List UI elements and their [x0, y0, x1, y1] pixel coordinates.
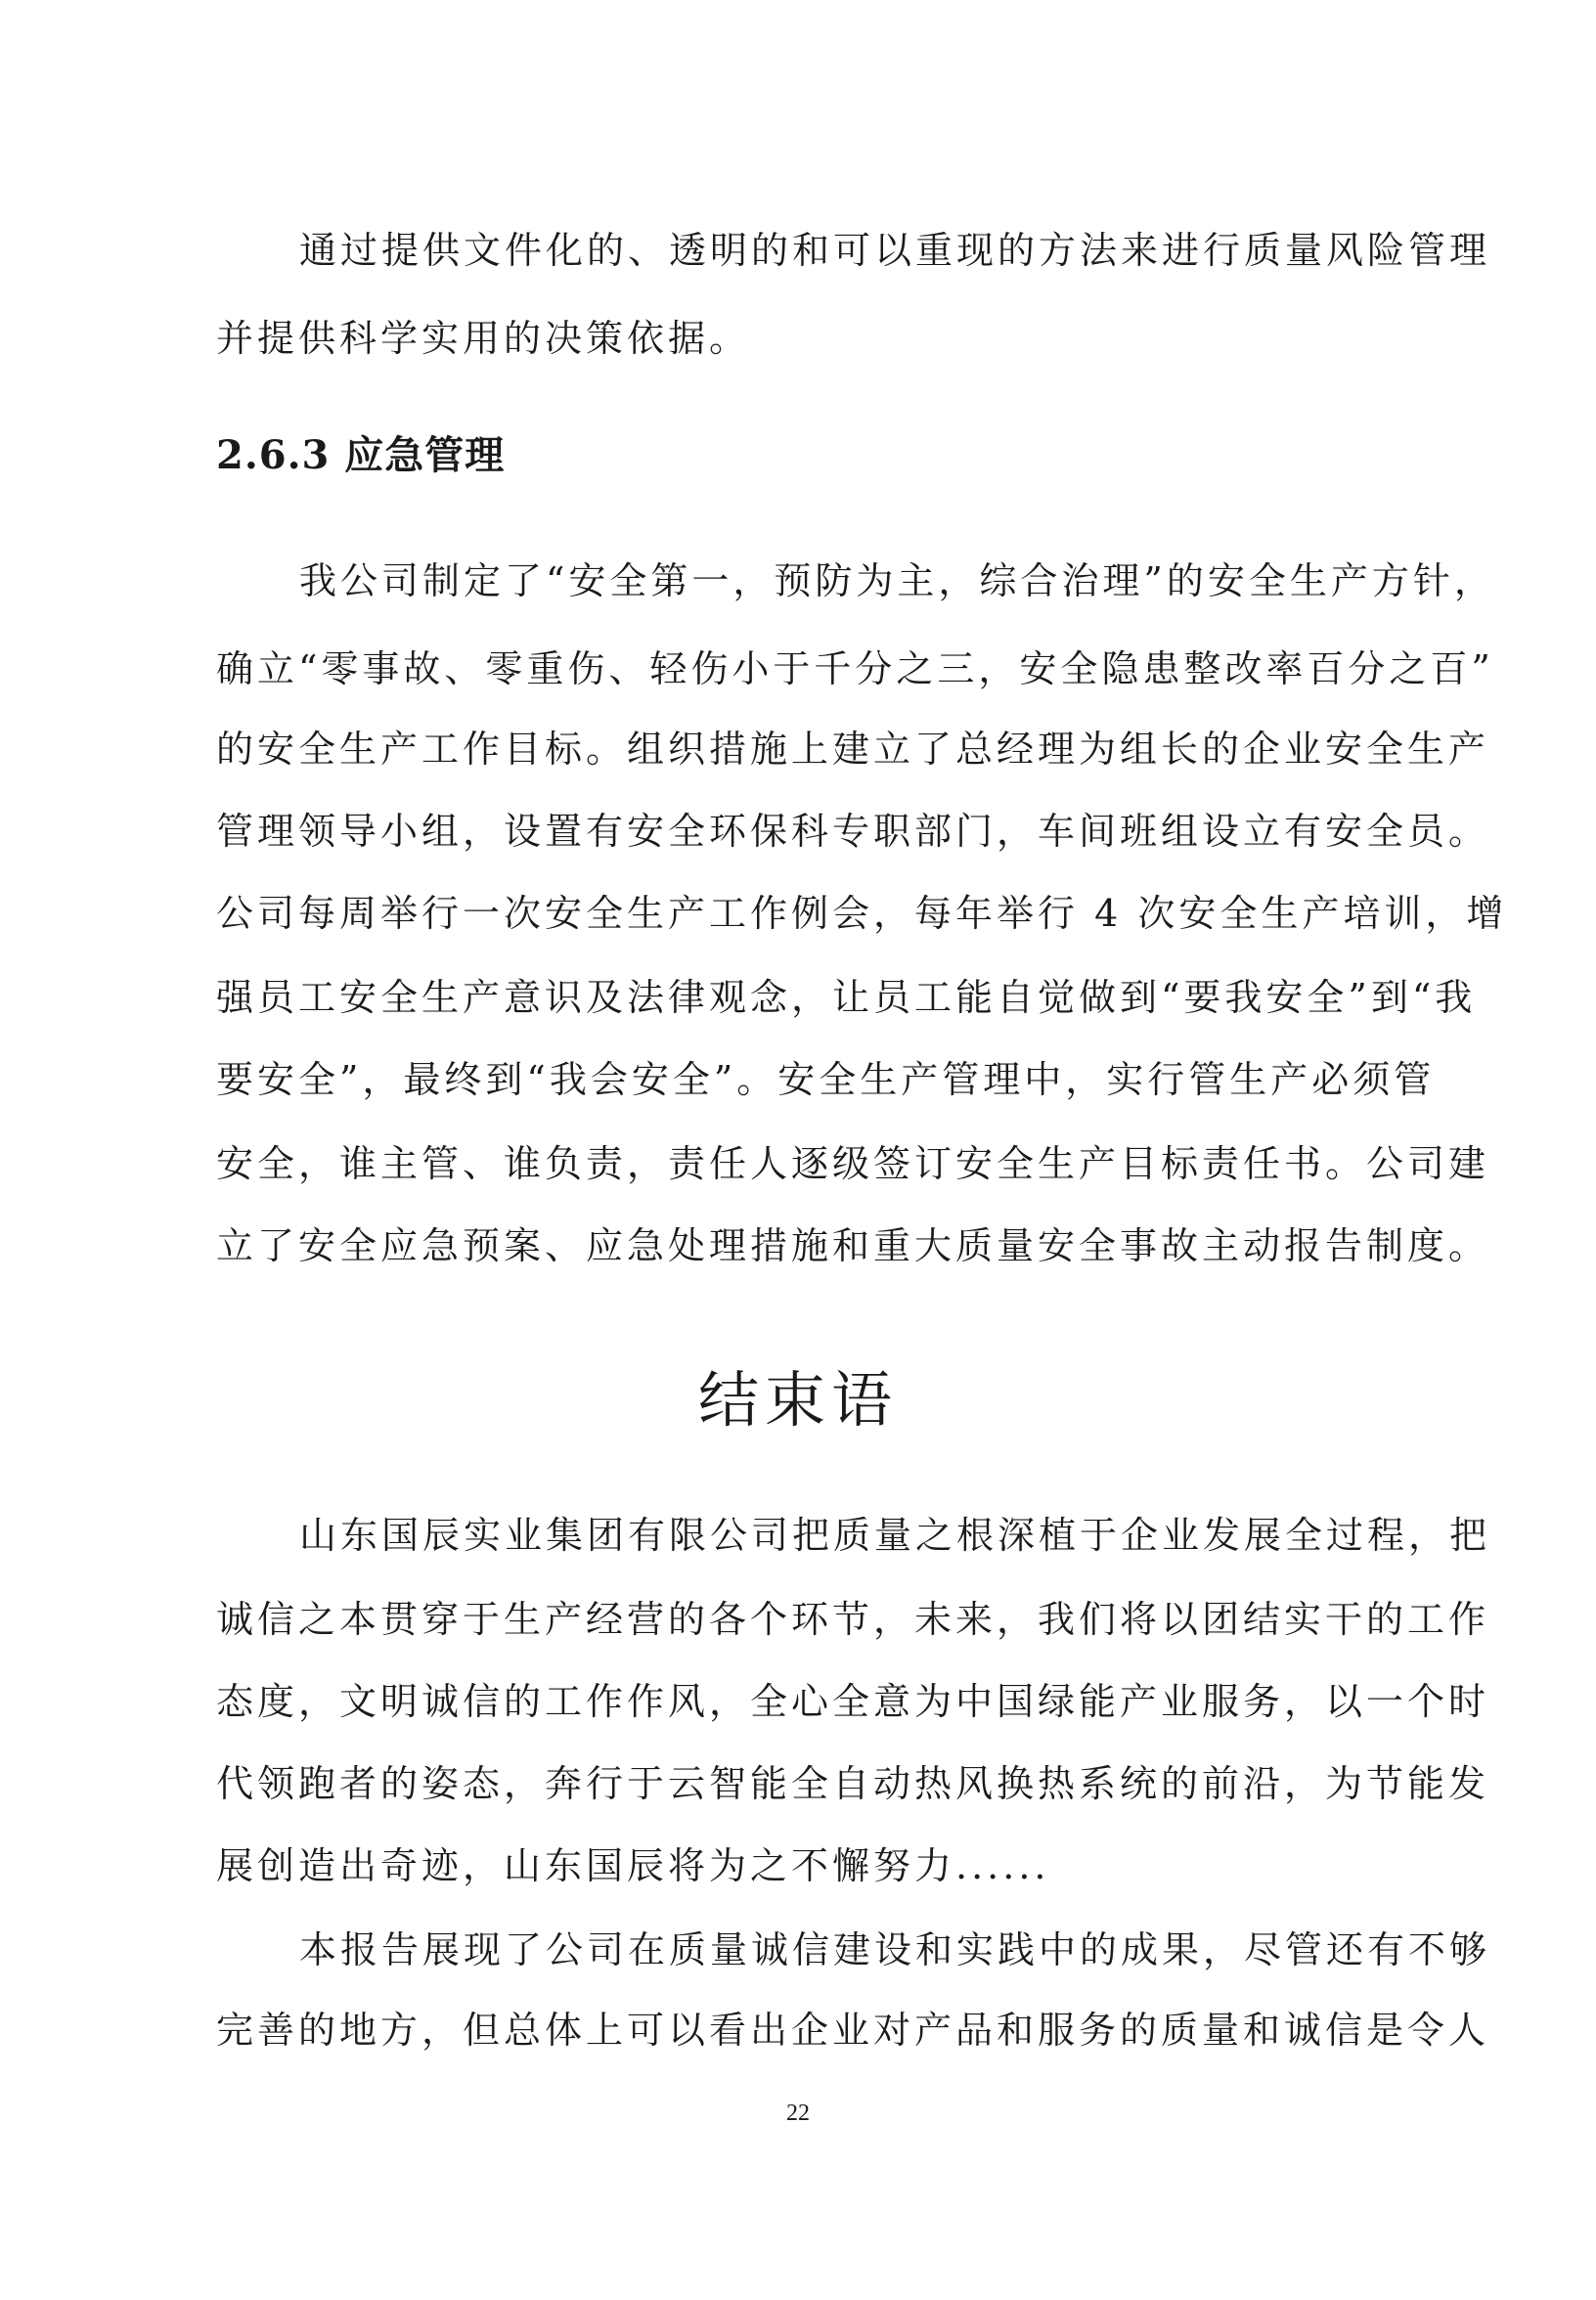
section-heading: 2.6.3 应急管理	[216, 432, 506, 478]
section-line-1: 我公司制定了“安全第一，预防为主，综合治理”的安全生产方针，	[299, 559, 1495, 602]
section-line-3: 的安全生产工作目标。组织措施上建立了总经理为组长的企业安全生产	[216, 728, 1490, 771]
page-number: 22	[786, 2101, 810, 2126]
intro-line-1: 通过提供文件化的、透明的和可以重现的方法来进行质量风险管理	[299, 229, 1491, 272]
intro-line-2: 并提供科学实用的决策依据。	[216, 317, 751, 360]
conclusion-p1-line-1: 山东国辰实业集团有限公司把质量之根深植于企业发展全过程，把	[299, 1514, 1491, 1557]
conclusion-p1-line-5: 展创造出奇迹，山东国辰将为之不懈努力......	[216, 1844, 1050, 1887]
conclusion-p1-line-4: 代领跑者的姿态，奔行于云智能全自动热风换热系统的前沿，为节能发	[216, 1762, 1490, 1805]
conclusion-p2-line-2: 完善的地方，但总体上可以看出企业对产品和服务的质量和诚信是令人	[216, 2009, 1490, 2052]
section-line-4: 管理领导小组，设置有安全环保科专职部门，车间班组设立有安全员。	[216, 810, 1490, 853]
conclusion-title: 结束语	[697, 1364, 898, 1436]
section-line-9: 立了安全应急预案、应急处理措施和重大质量安全事故主动报告制度。	[216, 1224, 1490, 1267]
section-line-2: 确立“零事故、零重伤、轻伤小于千分之三，安全隐患整改率百分之百”	[216, 647, 1494, 690]
section-line-5: 公司每周举行一次安全生产工作例会，每年举行 4 次安全生产培训，增	[216, 892, 1508, 935]
section-line-7: 要安全”，最终到“我会安全”。安全生产管理中，实行管生产必须管	[216, 1058, 1436, 1101]
section-line-6: 强员工安全生产意识及法律观念，让员工能自觉做到“要我安全”到“我	[216, 976, 1477, 1019]
conclusion-p1-line-2: 诚信之本贯穿于生产经营的各个环节，未来，我们将以团结实干的工作	[216, 1598, 1490, 1641]
conclusion-p1-line-3: 态度，文明诚信的工作作风，全心全意为中国绿能产业服务，以一个时	[216, 1680, 1490, 1723]
section-line-8: 安全，谁主管、谁负责，责任人逐级签订安全生产目标责任书。公司建	[216, 1142, 1490, 1185]
conclusion-p2-line-1: 本报告展现了公司在质量诚信建设和实践中的成果，尽管还有不够	[299, 1928, 1491, 1971]
